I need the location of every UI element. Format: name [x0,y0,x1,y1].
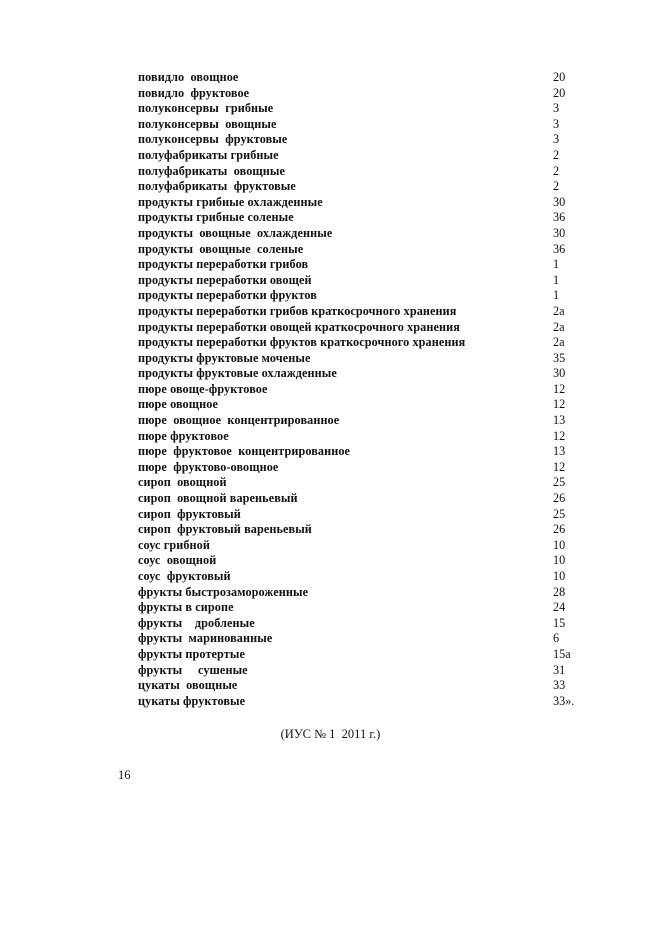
index-entry [138,86,588,102]
index-term: фрукты в сиропе [138,600,234,615]
index-term: пюре овощное концентрированное [138,413,340,428]
index-entry [138,320,588,336]
index-reference-number: 12 [553,428,566,443]
page-number: 16 [118,768,131,782]
index-term: сироп овощной [138,475,227,490]
index-term: фрукты быстрозамороженные [138,584,309,599]
index-entry [138,413,588,429]
index-entry [138,164,588,180]
index-entry [138,694,588,710]
index-entry [138,273,588,289]
index-entry [138,195,588,211]
index-reference-number: 36 [553,210,566,225]
index-reference-number: 12 [553,459,566,474]
index-term: продукты переработки грибов [138,257,309,272]
index-reference-number: 1 [553,288,560,303]
index-entry [138,132,588,148]
index-entry [138,444,588,460]
index-entry [138,101,588,117]
index-term: полуконсервы овощные [138,116,277,131]
index-entry [138,616,588,632]
index-term: продукты фруктовые моченые [138,350,311,365]
index-entry [138,600,588,616]
index-entry [138,663,588,679]
index-entry [138,366,588,382]
index-entry [138,335,588,351]
index-reference-number: 30 [553,194,566,209]
index-reference-number: 30 [553,366,566,381]
index-term: цукаты овощные [138,678,238,693]
index-reference-number: 10 [553,553,566,568]
index-term: сироп фруктовый вареньевый [138,522,312,537]
index-reference-number: 20 [553,85,566,100]
index-reference-number: 3 [553,116,560,131]
index-term: продукты переработки фруктов [138,288,317,303]
index-reference-number: 25 [553,506,566,521]
index-reference-number: 26 [553,522,566,537]
index-reference-number: 36 [553,241,566,256]
index-reference-number: 24 [553,600,566,615]
index-reference-number: 25 [553,475,566,490]
index-reference-number: 2а [553,303,565,318]
index-entry [138,475,588,491]
index-reference-number: 10 [553,537,566,552]
index-reference-number: 12 [553,381,566,396]
index-term: соус овощной [138,553,217,568]
index-term: фрукты дробленые [138,615,255,630]
index-term: продукты переработки фруктов краткосрочного хранения [138,335,466,350]
index-entry [138,569,588,585]
index-term: продукты фруктовые охлажденные [138,366,337,381]
index-entry [138,288,588,304]
index-entry [138,460,588,476]
term-index-list [138,70,588,709]
amendment-note: (ИУС № 1 2011 г.) [280,727,381,741]
index-term: продукты овощные соленые [138,241,304,256]
index-term: пюре фруктовое концентрированное [138,444,351,459]
index-entry [138,179,588,195]
index-reference-number: 12 [553,397,566,412]
index-entry [138,507,588,523]
index-term: пюре овоще-фруктовое [138,381,268,396]
index-reference-number: 1 [553,272,560,287]
index-term: фрукты маринованные [138,631,273,646]
index-entry [138,397,588,413]
index-entry [138,678,588,694]
index-entry [138,491,588,507]
index-reference-number: 28 [553,584,566,599]
index-entry [138,429,588,445]
index-term: соус грибной [138,537,210,552]
index-entry [138,257,588,273]
index-term: полуконсервы фруктовые [138,132,288,147]
index-entry [138,585,588,601]
index-term: фрукты сушеные [138,662,248,677]
index-reference-number: 33». [553,693,575,708]
index-term: повидло фруктовое [138,85,250,100]
index-entry [138,631,588,647]
index-reference-number: 33 [553,678,566,693]
index-reference-number: 2а [553,319,565,334]
index-entry [138,117,588,133]
index-term: продукты переработки овощей [138,272,312,287]
index-entry [138,148,588,164]
index-reference-number: 2 [553,179,560,194]
index-entry [138,304,588,320]
index-reference-number: 31 [553,662,566,677]
index-reference-number: 13 [553,413,566,428]
index-reference-number: 1 [553,257,560,272]
index-reference-number: 35 [553,350,566,365]
index-term: продукты грибные охлажденные [138,194,323,209]
index-entry [138,647,588,663]
index-term: продукты переработки овощей краткосрочного хранения [138,319,460,334]
index-term: пюре фруктовое [138,428,229,443]
index-reference-number: 2а [553,335,565,350]
index-term: продукты грибные соленые [138,210,294,225]
index-reference-number: 26 [553,491,566,506]
index-reference-number: 13 [553,444,566,459]
index-reference-number: 15а [553,646,571,661]
index-term: пюре фруктово-овощное [138,459,279,474]
index-term: сироп фруктовый [138,506,241,521]
index-entry [138,538,588,554]
index-term: фрукты протертые [138,646,245,661]
index-entry [138,522,588,538]
index-reference-number: 2 [553,147,560,162]
index-entry [138,242,588,258]
index-reference-number: 20 [553,70,566,84]
index-reference-number: 3 [553,101,560,116]
index-term: пюре овощное [138,397,218,412]
index-entry [138,351,588,367]
index-entry [138,553,588,569]
index-term: полуконсервы грибные [138,101,274,116]
index-term: повидло овощное [138,70,239,84]
index-reference-number: 2 [553,163,560,178]
index-reference-number: 10 [553,569,566,583]
index-term: полуфабрикаты грибные [138,147,279,162]
index-term: соус фруктовый [138,569,231,583]
index-reference-number: 30 [553,225,566,240]
index-term: полуфабрикаты овощные [138,163,286,178]
index-term: полуфабрикаты фруктовые [138,179,296,194]
index-entry [138,70,588,86]
index-reference-number: 15 [553,615,566,630]
index-reference-number: 6 [553,631,560,646]
index-entry [138,226,588,242]
index-reference-number: 3 [553,132,560,147]
index-term: продукты овощные охлажденные [138,225,333,240]
index-entry [138,210,588,226]
index-entry [138,382,588,398]
index-term: сироп овощной вареньевый [138,491,298,506]
index-term: цукаты фруктовые [138,693,246,708]
index-term: продукты переработки грибов краткосрочного хранения [138,303,457,318]
